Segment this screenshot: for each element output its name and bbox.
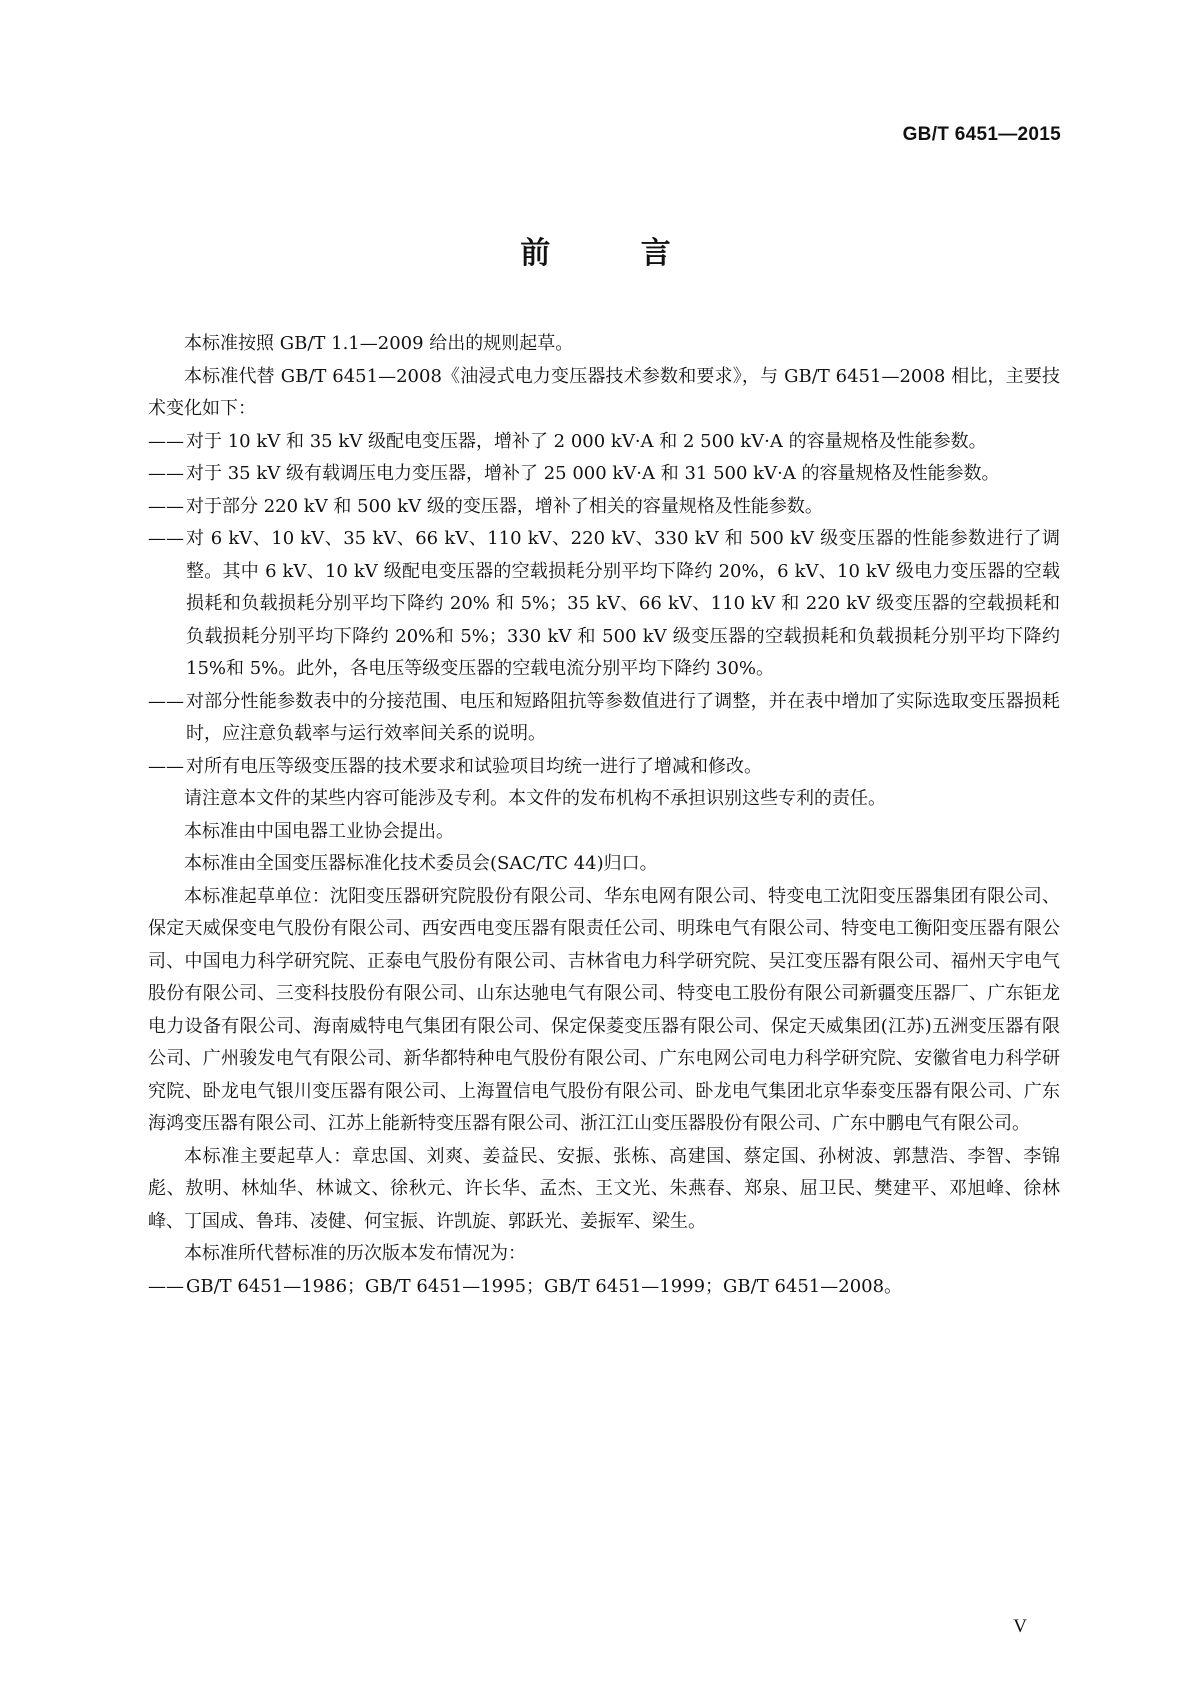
list-item-text: 对于 10 kV 和 35 kV 级配电变压器，增补了 2 000 kV·A 和 2 500 kV·A 的容量规格及性能参数。 bbox=[186, 430, 987, 452]
dash-marker: —— bbox=[148, 430, 184, 452]
dash-marker: —— bbox=[148, 1275, 184, 1297]
standard-code: GB/T 6451—2015 bbox=[902, 124, 1061, 145]
page-title: 前 言 bbox=[520, 236, 711, 271]
list-item-text: 对所有电压等级变压器的技术要求和试验项目均统一进行了增减和修改。 bbox=[186, 755, 762, 777]
page-number: V bbox=[1013, 1616, 1027, 1637]
body-text bbox=[148, 328, 1060, 1303]
paragraph: 本标准按照 GB/T 1.1—2009 给出的规则起草。 bbox=[184, 333, 574, 354]
list-item bbox=[148, 523, 1060, 686]
paragraph: 本标准起草单位：沈阳变压器研究院股份有限公司、华东电网有限公司、特变电工沈阳变压器集团有限公司、保定天威保变电气股份有限公司、西安西电变压器有限责任公司、明珠电气有限公司、特变电工衡阳变压器有限公司、中国电力科学研究院、正泰电气股份有限公司、吉林省电力科学研究院、吴江变压器有限公司、福州天宇电气股份有限公司、三变科技股份有限公司、山东达驰电气有限公司、特变电工股份有限公司新疆变压器厂、广东钜龙电力设备有限公司、海南威特电气集团有限公司、保定保菱变压器有限公司、保定天威集团(江苏)五洲变压器有限公司、广州骏发电气有限公司、新华都特种电气股份有限公司、广东电网公司电力科学研究院、安徽省电力科学研究院、卧龙电气银川变压器有限公司、上海置信电气股份有限公司、卧龙电气集团北京华泰变压器有限公司、广东海鸿变压器有限公司、江苏上能新特变压器有限公司、浙江江山变压器股份有限公司、广东中鹏电气有限公司。 bbox=[148, 885, 1060, 1134]
dash-marker: —— bbox=[148, 690, 184, 712]
paragraph: 本标准主要起草人：章忠国、刘爽、姜益民、安振、张栋、高建国、蔡定国、孙树波、郭慧浩、李智、李锦彪、敖明、林灿华、林诚文、徐秋元、许长华、孟杰、王文光、朱燕春、郑泉、屈卫民、樊建平、邓旭峰、徐林峰、丁国成、鲁玮、凌健、何宝振、许凯旋、郭跃光、姜振军、梁生。 bbox=[148, 1145, 1060, 1232]
list-item bbox=[148, 491, 1060, 524]
paragraph: 本标准所代替标准的历次版本发布情况为： bbox=[184, 1243, 526, 1264]
list-item-text: 对部分性能参数表中的分接范围、电压和短路阻抗等参数值进行了调整，并在表中增加了实际选取变压器损耗时，应注意负载率与运行效率间关系的说明。 bbox=[186, 690, 1060, 744]
list-item-text: 对 6 kV、10 kV、35 kV、66 kV、110 kV、220 kV、330 kV 和 500 kV 级变压器的性能参数进行了调整。其中 6 kV、10 kV 级配电变压器的空载损耗分别平均下降约 20%，6 kV、10 kV 级电力变压器的空载损耗和负载损耗分别平均下降约 20% 和 5%；35 kV、66 kV、110 kV 和 220 kV 级变压器的空载损耗和负载损耗分别平均下降约 20%和 5%；330 kV 和 500 kV 级变压器的空载损耗和负载损耗分别平均下降约 15%和 5%。此外，各电压等级变压器的空载电流分别平均下降约 30%。 bbox=[186, 528, 1060, 679]
list-item bbox=[148, 458, 1060, 491]
list-item-text: 对于 35 kV 级有载调压电力变压器，增补了 25 000 kV·A 和 31 500 kV·A 的容量规格及性能参数。 bbox=[186, 463, 1000, 484]
paragraph: 请注意本文件的某些内容可能涉及专利。本文件的发布机构不承担识别这些专利的责任。 bbox=[184, 788, 886, 809]
dash-marker: —— bbox=[148, 528, 184, 549]
paragraph: 本标准由中国电器工业协会提出。 bbox=[184, 820, 454, 842]
list-item bbox=[148, 686, 1060, 751]
paragraph: 本标准代替 GB/T 6451—2008《油浸式电力变压器技术参数和要求》，与 GB/T 6451—2008 相比，主要技术变化如下： bbox=[148, 365, 1060, 419]
list-item bbox=[148, 751, 1060, 784]
list-item bbox=[148, 1271, 1060, 1304]
dash-marker: —— bbox=[148, 755, 184, 777]
dash-marker: —— bbox=[148, 495, 184, 517]
paragraph: 本标准由全国变压器标准化技术委员会(SAC/TC 44)归口。 bbox=[184, 853, 658, 874]
dash-marker: —— bbox=[148, 463, 184, 484]
list-item bbox=[148, 426, 1060, 459]
list-item-text: 对于部分 220 kV 和 500 kV 级的变压器，增补了相关的容量规格及性能参数。 bbox=[186, 495, 823, 517]
list-item-text: GB/T 6451—1986；GB/T 6451—1995；GB/T 6451—1999；GB/T 6451—2008。 bbox=[186, 1275, 903, 1297]
